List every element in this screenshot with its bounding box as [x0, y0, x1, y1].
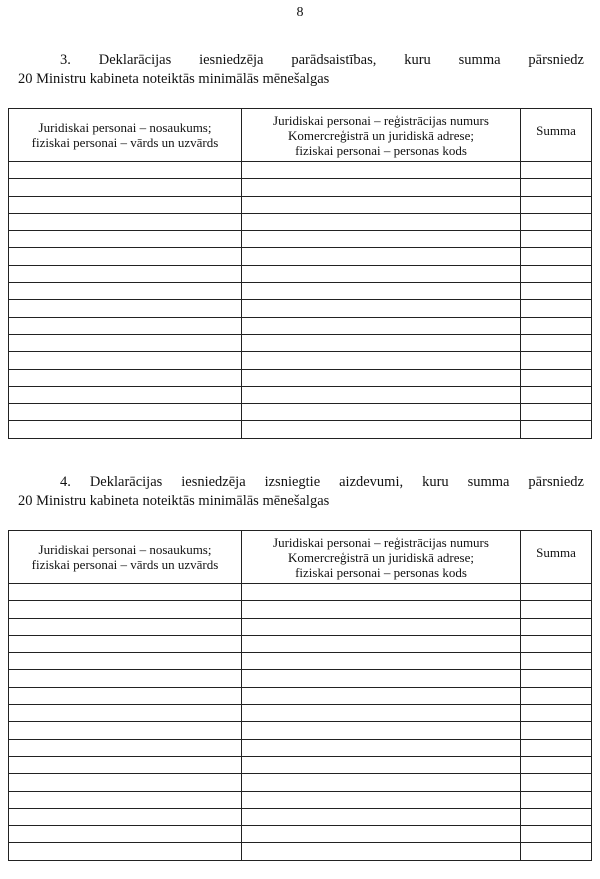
table-row [9, 808, 592, 825]
name-cell[interactable] [9, 231, 242, 248]
header-line: Juridiskai personai – reģistrācijas numurs [273, 112, 489, 128]
header-line: Juridiskai personai – nosaukums; [38, 542, 212, 557]
sum-cell[interactable] [521, 826, 592, 843]
table-row [9, 334, 592, 351]
header-line: Summa [536, 545, 576, 560]
name-cell[interactable] [9, 196, 242, 213]
sum-cell[interactable] [521, 179, 592, 196]
section-3-heading-line1: 3. Deklarācijas iesniedzēja parādsaistības, kuru summa pārsniedz [60, 52, 584, 68]
name-cell[interactable] [9, 352, 242, 369]
header-registration-column [242, 531, 521, 584]
header-registration-column [242, 109, 521, 162]
registration-cell[interactable] [242, 601, 521, 618]
header-line: Komercreģistrā un juridiskā adrese; [288, 549, 474, 565]
header-line: Juridiskai personai – reģistrācijas numurs [273, 534, 489, 550]
name-cell[interactable] [9, 179, 242, 196]
name-cell[interactable] [9, 248, 242, 265]
sum-cell[interactable] [521, 653, 592, 670]
header-line: Summa [536, 123, 576, 138]
name-cell[interactable] [9, 300, 242, 317]
section-3-table-body [9, 162, 592, 439]
registration-cell[interactable] [242, 283, 521, 300]
section-3-heading-line2: 20 Ministru kabineta noteiktās minimālās mēnešalgas [18, 71, 330, 87]
table-row [9, 265, 592, 282]
registration-cell[interactable] [242, 179, 521, 196]
sum-cell[interactable] [521, 722, 592, 739]
section-3-heading [18, 51, 584, 89]
sum-cell[interactable] [521, 283, 592, 300]
header-line: Juridiskai personai – nosaukums; [38, 120, 212, 135]
name-cell[interactable] [9, 756, 242, 773]
sum-cell[interactable] [521, 162, 592, 179]
sum-cell[interactable] [521, 756, 592, 773]
table-row [9, 386, 592, 403]
name-cell[interactable] [9, 670, 242, 687]
name-cell[interactable] [9, 653, 242, 670]
sum-cell[interactable] [521, 300, 592, 317]
name-cell[interactable] [9, 808, 242, 825]
table-row [9, 179, 592, 196]
table-row [9, 213, 592, 230]
sum-cell[interactable] [521, 670, 592, 687]
registration-cell[interactable] [242, 421, 521, 438]
table-header-row [9, 531, 592, 584]
name-cell[interactable] [9, 584, 242, 601]
table-row [9, 635, 592, 652]
sum-cell[interactable] [521, 791, 592, 808]
sum-cell[interactable] [521, 404, 592, 421]
name-cell[interactable] [9, 687, 242, 704]
registration-cell[interactable] [242, 317, 521, 334]
table-row [9, 687, 592, 704]
table-row [9, 231, 592, 248]
table-row [9, 826, 592, 843]
registration-cell[interactable] [242, 670, 521, 687]
header-line: fiziskai personai – personas kods [295, 564, 467, 580]
registration-cell[interactable] [242, 334, 521, 351]
name-cell[interactable] [9, 334, 242, 351]
sum-cell[interactable] [521, 774, 592, 791]
header-sum-column [521, 531, 592, 584]
name-cell[interactable] [9, 317, 242, 334]
sum-cell[interactable] [521, 352, 592, 369]
registration-cell[interactable] [242, 352, 521, 369]
name-cell[interactable] [9, 265, 242, 282]
name-cell[interactable] [9, 635, 242, 652]
sum-cell[interactable] [521, 421, 592, 438]
header-line: fiziskai personai – vārds un uzvārds [31, 135, 219, 150]
header-line: fiziskai personai – personas kods [295, 142, 467, 158]
sum-cell[interactable] [521, 196, 592, 213]
registration-cell[interactable] [242, 826, 521, 843]
registration-cell[interactable] [242, 705, 521, 722]
table-row [9, 369, 592, 386]
name-cell[interactable] [9, 705, 242, 722]
table-row [9, 722, 592, 739]
table-row [9, 670, 592, 687]
sum-cell[interactable] [521, 386, 592, 403]
table-row [9, 756, 592, 773]
name-cell[interactable] [9, 283, 242, 300]
registration-cell[interactable] [242, 722, 521, 739]
registration-cell[interactable] [242, 231, 521, 248]
name-cell[interactable] [9, 739, 242, 756]
name-cell[interactable] [9, 404, 242, 421]
registration-cell[interactable] [242, 756, 521, 773]
registration-cell[interactable] [242, 635, 521, 652]
sum-cell[interactable] [521, 618, 592, 635]
name-cell[interactable] [9, 722, 242, 739]
name-cell[interactable] [9, 826, 242, 843]
table-header-row [9, 109, 592, 162]
header-line: Komercreģistrā un juridiskā adrese; [288, 127, 474, 143]
registration-cell[interactable] [242, 774, 521, 791]
sum-cell[interactable] [521, 705, 592, 722]
header-name-column [9, 531, 242, 584]
header-line: fiziskai personai – vārds un uzvārds [31, 557, 219, 572]
registration-cell[interactable] [242, 196, 521, 213]
registration-cell[interactable] [242, 162, 521, 179]
name-cell[interactable] [9, 791, 242, 808]
section-4-table-body [9, 584, 592, 861]
name-cell[interactable] [9, 369, 242, 386]
registration-cell[interactable] [242, 369, 521, 386]
table-row [9, 196, 592, 213]
registration-cell[interactable] [242, 300, 521, 317]
sum-cell[interactable] [521, 601, 592, 618]
table-row [9, 404, 592, 421]
section-4-heading-line2: 20 Ministru kabineta noteiktās minimālās mēnešalgas [18, 493, 330, 509]
sum-cell[interactable] [521, 739, 592, 756]
table-row [9, 653, 592, 670]
sum-cell[interactable] [521, 584, 592, 601]
table-row [9, 601, 592, 618]
registration-cell[interactable] [242, 404, 521, 421]
sum-cell[interactable] [521, 808, 592, 825]
section-4-heading-line1: 4. Deklarācijas iesniedzēja izsniegtie aizdevumi, kuru summa pārsniedz [60, 474, 584, 490]
name-cell[interactable] [9, 601, 242, 618]
sum-cell[interactable] [521, 334, 592, 351]
table-row [9, 283, 592, 300]
table-row [9, 774, 592, 791]
registration-cell[interactable] [242, 248, 521, 265]
table-row [9, 317, 592, 334]
sum-cell[interactable] [521, 231, 592, 248]
table-row [9, 352, 592, 369]
table-row [9, 618, 592, 635]
registration-cell[interactable] [242, 213, 521, 230]
section-3-table [8, 108, 592, 439]
name-cell[interactable] [9, 421, 242, 438]
sum-cell[interactable] [521, 635, 592, 652]
registration-cell[interactable] [242, 386, 521, 403]
header-name-column [9, 109, 242, 162]
section-4-heading [18, 473, 584, 511]
name-cell[interactable] [9, 386, 242, 403]
sum-cell[interactable] [521, 265, 592, 282]
table-row [9, 248, 592, 265]
registration-cell[interactable] [242, 265, 521, 282]
registration-cell[interactable] [242, 843, 521, 860]
table-row [9, 791, 592, 808]
sum-cell[interactable] [521, 687, 592, 704]
table-row [9, 739, 592, 756]
sum-cell[interactable] [521, 248, 592, 265]
name-cell[interactable] [9, 162, 242, 179]
registration-cell[interactable] [242, 739, 521, 756]
sum-cell[interactable] [521, 843, 592, 860]
table-row [9, 843, 592, 860]
table-row [9, 300, 592, 317]
table-row [9, 421, 592, 438]
registration-cell[interactable] [242, 687, 521, 704]
section-4-table [8, 530, 592, 861]
table-row [9, 162, 592, 179]
name-cell[interactable] [9, 774, 242, 791]
table-row [9, 584, 592, 601]
registration-cell[interactable] [242, 618, 521, 635]
sum-cell[interactable] [521, 213, 592, 230]
registration-cell[interactable] [242, 653, 521, 670]
header-sum-column [521, 109, 592, 162]
name-cell[interactable] [9, 843, 242, 860]
sum-cell[interactable] [521, 369, 592, 386]
name-cell[interactable] [9, 213, 242, 230]
sum-cell[interactable] [521, 317, 592, 334]
registration-cell[interactable] [242, 791, 521, 808]
registration-cell[interactable] [242, 584, 521, 601]
page-number: 8 [296, 5, 304, 20]
registration-cell[interactable] [242, 808, 521, 825]
name-cell[interactable] [9, 618, 242, 635]
table-row [9, 705, 592, 722]
